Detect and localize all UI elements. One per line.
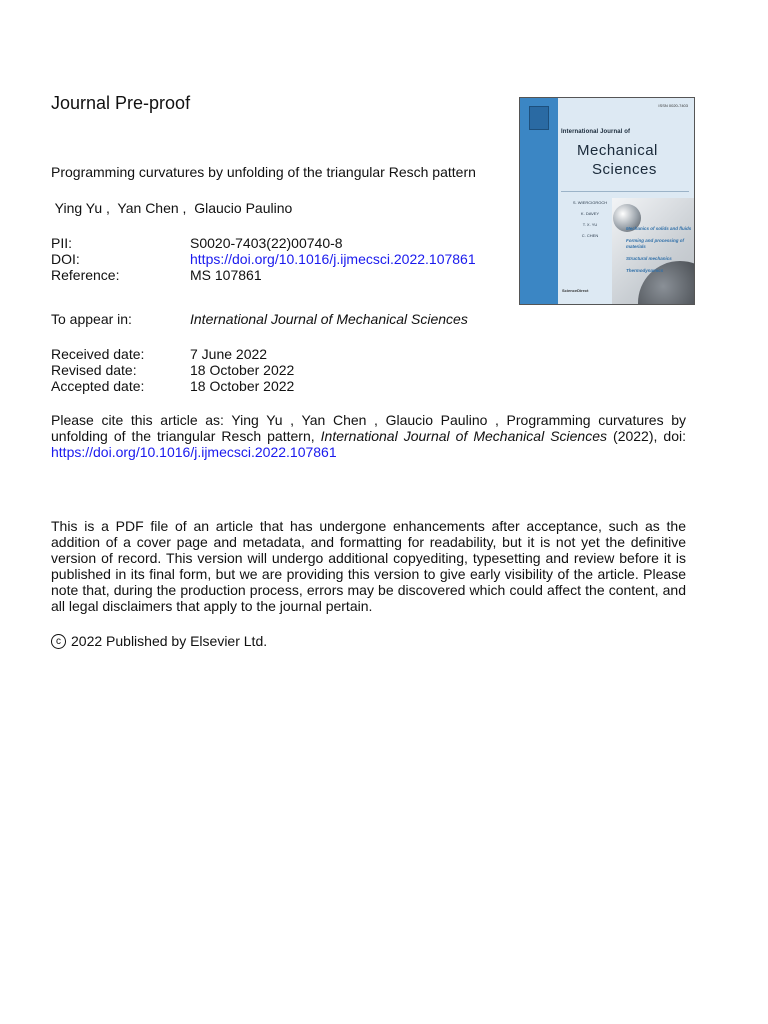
appear-label: To appear in: bbox=[51, 311, 132, 327]
cover-topic: Thermodynamics bbox=[626, 268, 664, 273]
cover-editor: C. CHEN bbox=[581, 233, 599, 238]
cover-topic: Mechanics of solids and fluids bbox=[626, 226, 692, 231]
revised-value: 18 October 2022 bbox=[190, 362, 295, 378]
accepted-label: Accepted date: bbox=[51, 378, 145, 394]
cover-topic: Structural mechanics bbox=[626, 256, 672, 261]
citation-journal: International Journal of Mechanical Sciences bbox=[320, 428, 608, 444]
cover-publisher bbox=[562, 288, 588, 294]
cover-editor: K. DAVEY bbox=[580, 211, 600, 216]
doi-link[interactable]: https://doi.org/10.1016/j.ijmecsci.2022.107861 bbox=[190, 251, 476, 267]
received-value: 7 June 2022 bbox=[190, 346, 268, 362]
cover-editor: T. X. YU bbox=[582, 222, 598, 227]
citation-suffix: (2022), doi: bbox=[607, 428, 686, 444]
disclaimer-paragraph: This is a PDF file of an article that has undergone enhancements after acceptance, such as the addition of a cover page and metadata, and formatting for readability, but it is not yet the definitive version of record. This version will undergo additional copyediting, typesetting and review before it is published in its final form, but we are providing this version to give early visibility of the article. Please note that, during the production process, errors may be discovered which could affect the content, and all legal disclaimers that apply to the journal pertain. bbox=[51, 518, 686, 614]
dates-block bbox=[51, 346, 294, 394]
citation-prefix: Please cite this article as: Ying Yu , Yan Chen , Glaucio Paulino , Programming curvatures by unfolding of the triangular Resch pattern, bbox=[51, 412, 686, 444]
pii-row bbox=[51, 235, 476, 251]
cover-topics bbox=[626, 226, 694, 280]
cover-title-sciences: Sciences bbox=[592, 161, 657, 178]
accepted-value: 18 October 2022 bbox=[190, 378, 295, 394]
accepted-row bbox=[51, 378, 294, 394]
revised-label: Revised date: bbox=[51, 362, 137, 378]
revised-row bbox=[51, 362, 294, 378]
appear-journal: International Journal of Mechanical Sciences bbox=[190, 311, 468, 327]
elsevier-logo-icon bbox=[529, 106, 549, 130]
journal-preproof-heading: Journal Pre-proof bbox=[51, 93, 191, 113]
received-row bbox=[51, 346, 294, 362]
citation-doi-link[interactable]: https://doi.org/10.1016/j.ijmecsci.2022.107861 bbox=[51, 444, 337, 460]
identifiers-block bbox=[51, 235, 476, 283]
cover-issn: ISSN 0020-7403 bbox=[658, 103, 688, 108]
pii-value: S0020-7403(22)00740-8 bbox=[190, 235, 343, 251]
copyright-icon: c bbox=[51, 634, 66, 649]
doi-label: DOI: bbox=[51, 251, 80, 267]
doi-row bbox=[51, 251, 476, 267]
reference-row bbox=[51, 267, 476, 283]
cover-editors bbox=[562, 200, 618, 244]
citation-paragraph bbox=[51, 412, 686, 460]
cover-journal-line: International Journal of bbox=[561, 129, 631, 135]
appear-row bbox=[51, 311, 468, 327]
reference-value: MS 107861 bbox=[190, 267, 262, 283]
pii-label: PII: bbox=[51, 235, 73, 251]
journal-cover-image bbox=[519, 97, 695, 305]
article-title: Programming curvatures by unfolding of the triangular Resch pattern bbox=[51, 164, 476, 180]
cover-editor: S. WIERCIGROCH bbox=[572, 200, 608, 205]
copyright-text: 2022 Published by Elsevier Ltd. bbox=[71, 633, 268, 649]
copyright-line bbox=[51, 633, 267, 649]
cover-publisher-name: ScienceDirect bbox=[562, 288, 589, 293]
received-label: Received date: bbox=[51, 346, 145, 362]
cover-title-mechanical: Mechanical bbox=[577, 142, 658, 159]
cover-topic: Forming and processing of materials bbox=[626, 238, 685, 249]
reference-label: Reference: bbox=[51, 267, 120, 283]
appear-block bbox=[51, 311, 468, 327]
cover-divider bbox=[561, 191, 689, 192]
article-authors: Ying Yu , Yan Chen , Glaucio Paulino bbox=[51, 200, 293, 216]
